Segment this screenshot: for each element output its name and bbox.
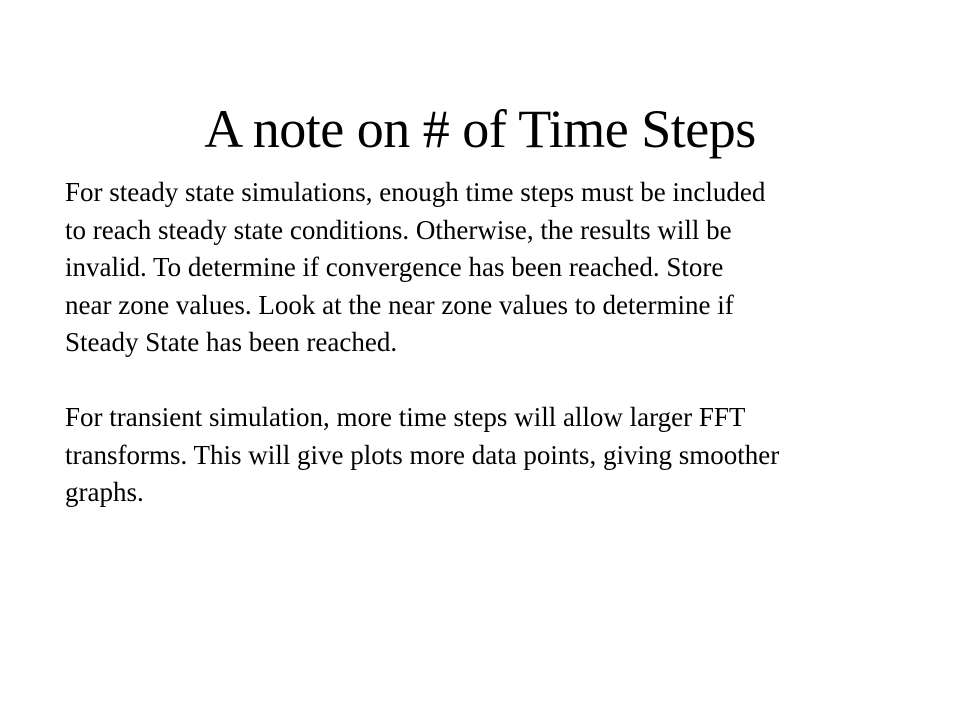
slide-body — [65, 174, 935, 512]
paragraph-transient: For transient simulation, more time steps will allow larger FFT transforms. This will give plots more data points, giving smoother graphs. — [65, 402, 780, 507]
slide-title: A note on # of Time Steps — [204, 99, 756, 159]
paragraph-steady-state: For steady state simulations, enough time steps must be included to reach steady state conditions. Otherwise, the results will be invalid. To determine if convergence has been reached. Store near zone values. Look at the near zone values to determine if Steady State has been reached. — [65, 177, 766, 357]
